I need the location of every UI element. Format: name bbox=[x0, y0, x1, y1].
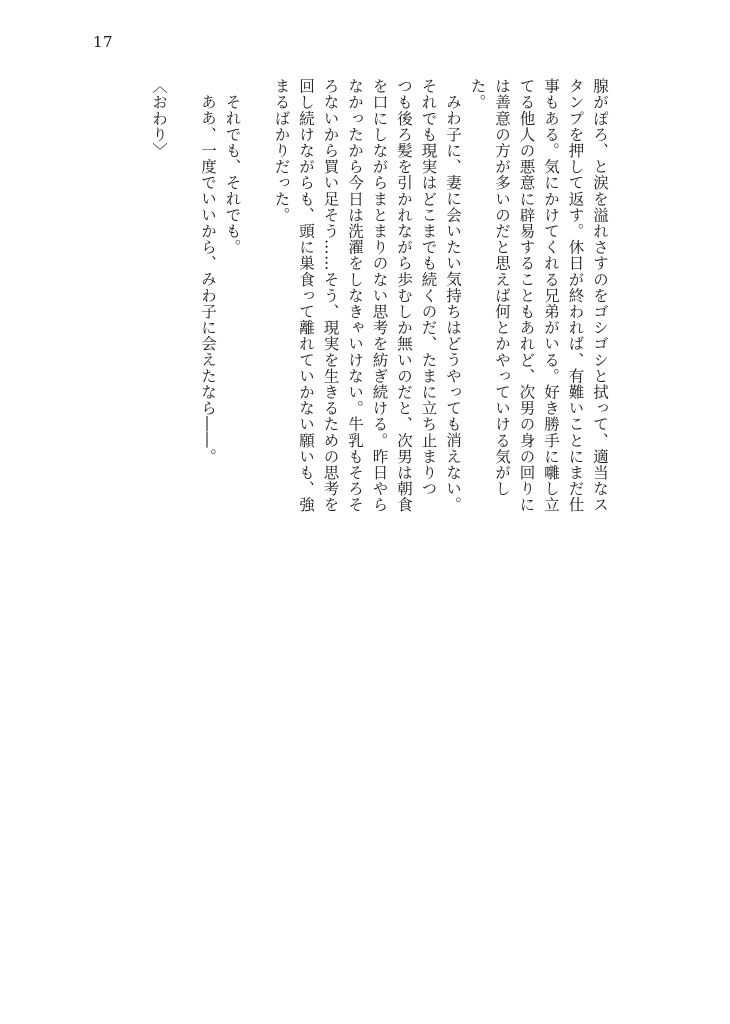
text-line: を口にしながらまとまりのない思考を紡ぎ続ける。昨日やら bbox=[370, 78, 389, 513]
text-line: ろないから買い足そう……そう、現実を生きるための思考を bbox=[321, 78, 340, 513]
text-line: は善意の方が多いのだと思えば何とかやっていける気がし bbox=[493, 78, 511, 497]
text-line: それでも現実はどこまでも続くのだ、たまに立ち止まりつ bbox=[419, 78, 438, 497]
text-line: てる他人の悪意に辟易することもあれど、次男の身の回りに bbox=[517, 78, 536, 513]
text-line: タンプを押して返す。休日が終われば、有難いことにまだ仕 bbox=[566, 78, 585, 513]
text-line: まるばかりだった。 bbox=[272, 78, 291, 223]
blank-line bbox=[171, 78, 196, 518]
page-number: 17 bbox=[93, 33, 114, 51]
text-line: ああ、一度でいいから、みわ子に会えたなら――。 bbox=[199, 93, 217, 464]
text-line: それでも、それでも。 bbox=[223, 93, 242, 255]
text-line: なかったから今日は洗濯をしなきゃいけない。牛乳もそろそ bbox=[346, 78, 364, 513]
text-line: た。 bbox=[468, 78, 487, 111]
text-line: つも後ろ髪を引かれながら歩むしか無いのだと、次男は朝食 bbox=[395, 78, 413, 513]
vertical-text-block bbox=[147, 78, 613, 518]
text-line: みわ子に、妻に会いたい気持ちはどうやっても消えない。 bbox=[444, 93, 462, 513]
blank-line bbox=[245, 78, 270, 518]
text-line: 回し続けながらも、頭に巣食って離れていかない願いも、強 bbox=[297, 78, 315, 513]
text-line: 腺がぽろ、と涙を溢れさすのをゴシゴシと拭って、適当なス bbox=[591, 78, 609, 513]
ending-mark: 〈おわり〉 bbox=[150, 78, 168, 159]
text-line: 事もある。気にかけてくれる兄弟がいる。好き勝手に囃し立 bbox=[542, 78, 560, 513]
